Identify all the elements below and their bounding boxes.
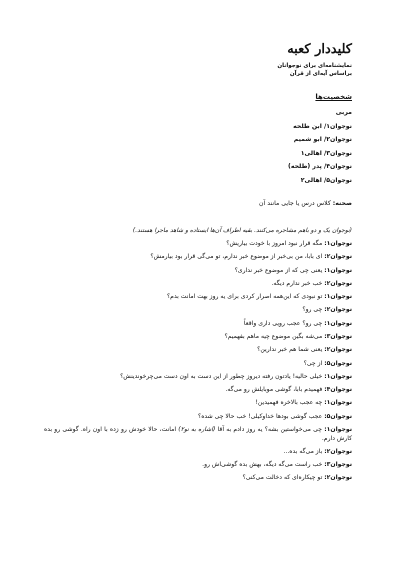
- dialogue-line: [44, 267, 352, 276]
- scene-text: کلاس درس یا جایی مانند آن: [259, 200, 333, 207]
- dialogue-line: [44, 240, 352, 249]
- stage-direction: (نوجوان یک و دو باهم مشاجره می‌کنند. بقیه اطراف آن‌ها ایستاده و شاهد ماجرا هستند.): [132, 227, 352, 234]
- speaker-name: نوجوان۵:: [324, 359, 352, 367]
- character-item: نوجوان۱/ ابن طلحه: [293, 122, 352, 130]
- line-text: چی می‌خواستین بشه؟ یه روز دادم به آقا: [215, 425, 325, 433]
- dialogue-line: [44, 474, 352, 483]
- line-text: تو نبودی که این‌همه اصرار کردی برای یه روز بهت امانت بدم؟: [166, 293, 325, 301]
- dialogue-line: [44, 293, 352, 302]
- dialogue-line: [44, 360, 352, 369]
- line-text: باز می‌گه بده...: [283, 447, 325, 455]
- scene-label: صحنه:: [332, 200, 352, 207]
- line-text: از چی؟: [303, 359, 325, 367]
- dialogue-line: [44, 280, 352, 289]
- speaker-name: نوجوان۲:: [324, 306, 352, 314]
- dialogue: [44, 240, 352, 483]
- speaker-name: نوجوان۱:: [324, 319, 352, 327]
- speaker-name: نوجوان۱:: [324, 399, 352, 407]
- speaker-name: نوجوان۲:: [324, 346, 352, 354]
- speaker-name: نوجوان۱:: [324, 240, 352, 247]
- line-text: چی رو؟: [302, 306, 325, 314]
- character-item: نوجوان۳/ اهالی۱: [300, 149, 352, 157]
- dialogue-line: [44, 448, 352, 457]
- line-text: یعنی شما هم خبر ندارین؟: [257, 346, 325, 354]
- dialogue-line: [44, 413, 352, 422]
- speaker-name: نوجوان۱:: [324, 425, 352, 433]
- characters-heading: شخصیت‌ها: [315, 93, 352, 101]
- dialogue-line: [44, 426, 352, 443]
- speaker-name: نوجوان۲:: [324, 474, 352, 482]
- line-text: ای بابا، من بی‌خبر از موضوع خبر ندارم، تو می‌گی قرار بود بیارمش؟: [150, 253, 325, 261]
- line-text: چی رو؟ عجب رویی داری واقعاً: [243, 319, 325, 327]
- character-item: نوجوان۵/ اهالی۲: [300, 176, 352, 184]
- line-text: فهمیدم بابا، گوشی موبایلش رو می‌گه.: [225, 386, 325, 394]
- line-text: تو چیکاره‌ای که دخالت می‌کنی؟: [242, 474, 325, 482]
- line-text: خب خبر ندارم دیگه.: [271, 279, 325, 287]
- dialogue-line: [44, 373, 352, 382]
- line-text: مگه قرار نبود امروز با خودت بیاریش؟: [226, 240, 325, 247]
- dialogue-line: [44, 386, 352, 395]
- line-text: خب راست می‌گه دیگه، بهش بده گوشی‌اش رو.: [202, 461, 325, 469]
- speaker-name: نوجوان۴:: [324, 386, 352, 394]
- scene-description: [44, 199, 352, 208]
- characters-list: [44, 106, 352, 187]
- speaker-name: نوجوان۵:: [324, 412, 352, 420]
- line-text-continued: امانت، حالا خودش رو زده با اون راه. گوشی رو بده کارش دارم.: [44, 425, 352, 442]
- speaker-name: نوجوان۲:: [324, 279, 352, 287]
- speaker-name: نوجوان۳:: [324, 461, 352, 469]
- speaker-name: نوجوان۳:: [324, 332, 352, 340]
- line-text: می‌شه بگین موضوع چیه ماهم بفهمیم؟: [224, 332, 325, 340]
- speaker-name: نوجوان۲:: [324, 253, 352, 261]
- character-item: نوجوان۲/ ابو شمیم: [293, 136, 352, 143]
- dialogue-line: [44, 346, 352, 355]
- character-item: نوجوان۴/ پدر (طلحه): [288, 163, 352, 170]
- speaker-name: نوجوان۱:: [324, 293, 352, 301]
- document-title: کلیددار کعبه: [287, 42, 352, 57]
- inline-stage-direction: (اشاره به نو۲): [178, 425, 216, 433]
- dialogue-line: [44, 399, 352, 408]
- line-text: خیلی حالیه! یادتون رفته دیروز چطور از این دست به اون دست می‌چرخوندینش؟: [120, 372, 325, 380]
- document-subtitle-line-2: براساس آیه‌ای از قرآن: [289, 71, 352, 77]
- dialogue-line: [44, 306, 352, 315]
- character-item: مربی: [335, 109, 352, 116]
- line-text: عجب گوشی بودها خداوکیلی! خب حالا چی شده؟: [197, 412, 325, 420]
- line-text: یعنی چی که از موضوع خبر نداری؟: [234, 266, 325, 274]
- document-subtitle-line-1: نمایشنامه‌ای برای نوجوانان: [277, 63, 352, 69]
- speaker-name: نوجوان۱:: [324, 266, 352, 274]
- dialogue-line: [44, 333, 352, 342]
- dialogue-line: [44, 461, 352, 470]
- speaker-name: نوجوان۱:: [324, 372, 352, 380]
- dialogue-line: [44, 253, 352, 262]
- speaker-name: نوجوان۲:: [324, 447, 352, 455]
- dialogue-line: [44, 320, 352, 329]
- line-text: چه عجب بالاخره فهمیدین!: [255, 399, 325, 407]
